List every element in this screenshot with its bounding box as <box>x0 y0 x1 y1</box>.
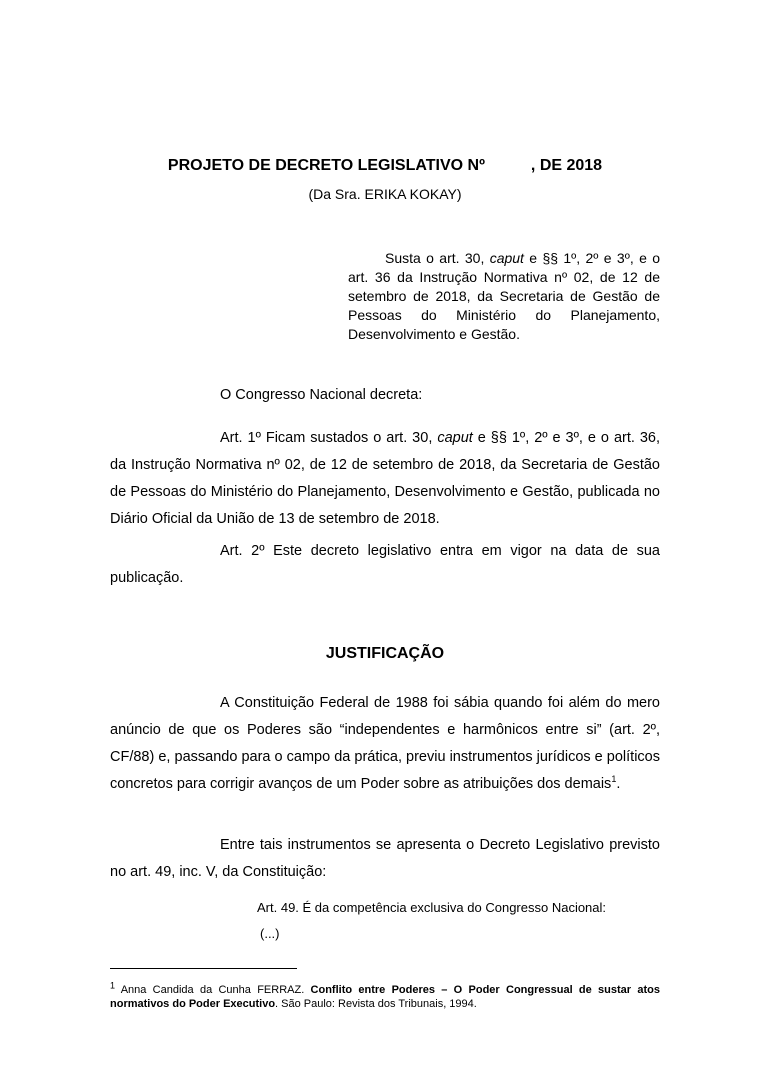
quote-line-1: Art. 49. É da competência exclusiva do Congresso Nacional: <box>257 900 607 915</box>
ementa-text-2: e §§ 1º, 2º e 3º, e o art. 36 da Instrução Normativa nº 02, de 12 de setembro de 2018, da Secretaria de Gestão de Pessoas do Ministério do Planejamento, Desenvolvimento e Gestão. <box>348 250 660 342</box>
justificacao-heading: JUSTIFICAÇÃO <box>325 645 445 662</box>
footnote-ref[interactable]: 1 <box>611 774 617 785</box>
footnote-number: 1 <box>110 980 116 991</box>
footnote-title: Conflito entre Poderes – O Poder Congressual de sustar atos normativos do Poder Executivo <box>110 984 660 1010</box>
footnote <box>110 980 660 1011</box>
article-1-text-2: e §§ 1º, 2º e 3º, e o art. 36, da Instrução Normativa nº 02, de 12 de setembro de 2018, da Secretaria de Gestão de Pessoas do Ministério do Planejamento, Desenvolvimento e Gestão, publicada no Diário Oficial da União de 13 de setembro de 2018. <box>110 430 661 527</box>
article-1-text-1: Art. 1º Ficam sustados o art. 30, <box>220 430 438 446</box>
ementa-text-1: Susta o art. 30, <box>385 250 490 266</box>
quote-line-2: (...) <box>260 926 280 941</box>
justificacao-paragraph-1-text: A Constituição Federal de 1988 foi sábia quando foi além do mero anúncio de que os Poderes são “independentes e harmônicos entre si” (art. 2º, CF/88) e, passando para o campo da prática, previu instrumentos jurídicos e políticos concretos para corrigir avanços de um Poder sobre as atribuições dos demais <box>110 695 660 792</box>
footnote-author: Anna Candida da Cunha FERRAZ. <box>115 984 311 996</box>
ementa <box>348 249 660 344</box>
article-1 <box>110 425 660 533</box>
title-left: PROJETO DE DECRETO LEGISLATIVO Nº <box>167 157 485 174</box>
author-line: (Da Sra. ERIKA KOKAY) <box>308 186 462 202</box>
justificacao-paragraph-2: Entre tais instrumentos se apresenta o Decreto Legislativo previsto no art. 49, inc. V, da Constituição: <box>110 837 660 880</box>
title-right: , DE 2018 <box>530 157 603 174</box>
paragraph-end: . <box>616 776 621 792</box>
article-2: Art. 2º Este decreto legislativo entra em vigor na data de sua publicação. <box>110 543 660 586</box>
article-1-caput: caput <box>437 430 473 446</box>
ementa-caput: caput <box>489 250 524 266</box>
footnote-publisher: . São Paulo: Revista dos Tribunais, 1994. <box>275 998 477 1010</box>
document-title <box>0 157 770 175</box>
footnote-separator <box>110 968 297 969</box>
justificacao-paragraph-1 <box>110 690 660 798</box>
congresso-decreta: O Congresso Nacional decreta: <box>220 387 423 403</box>
